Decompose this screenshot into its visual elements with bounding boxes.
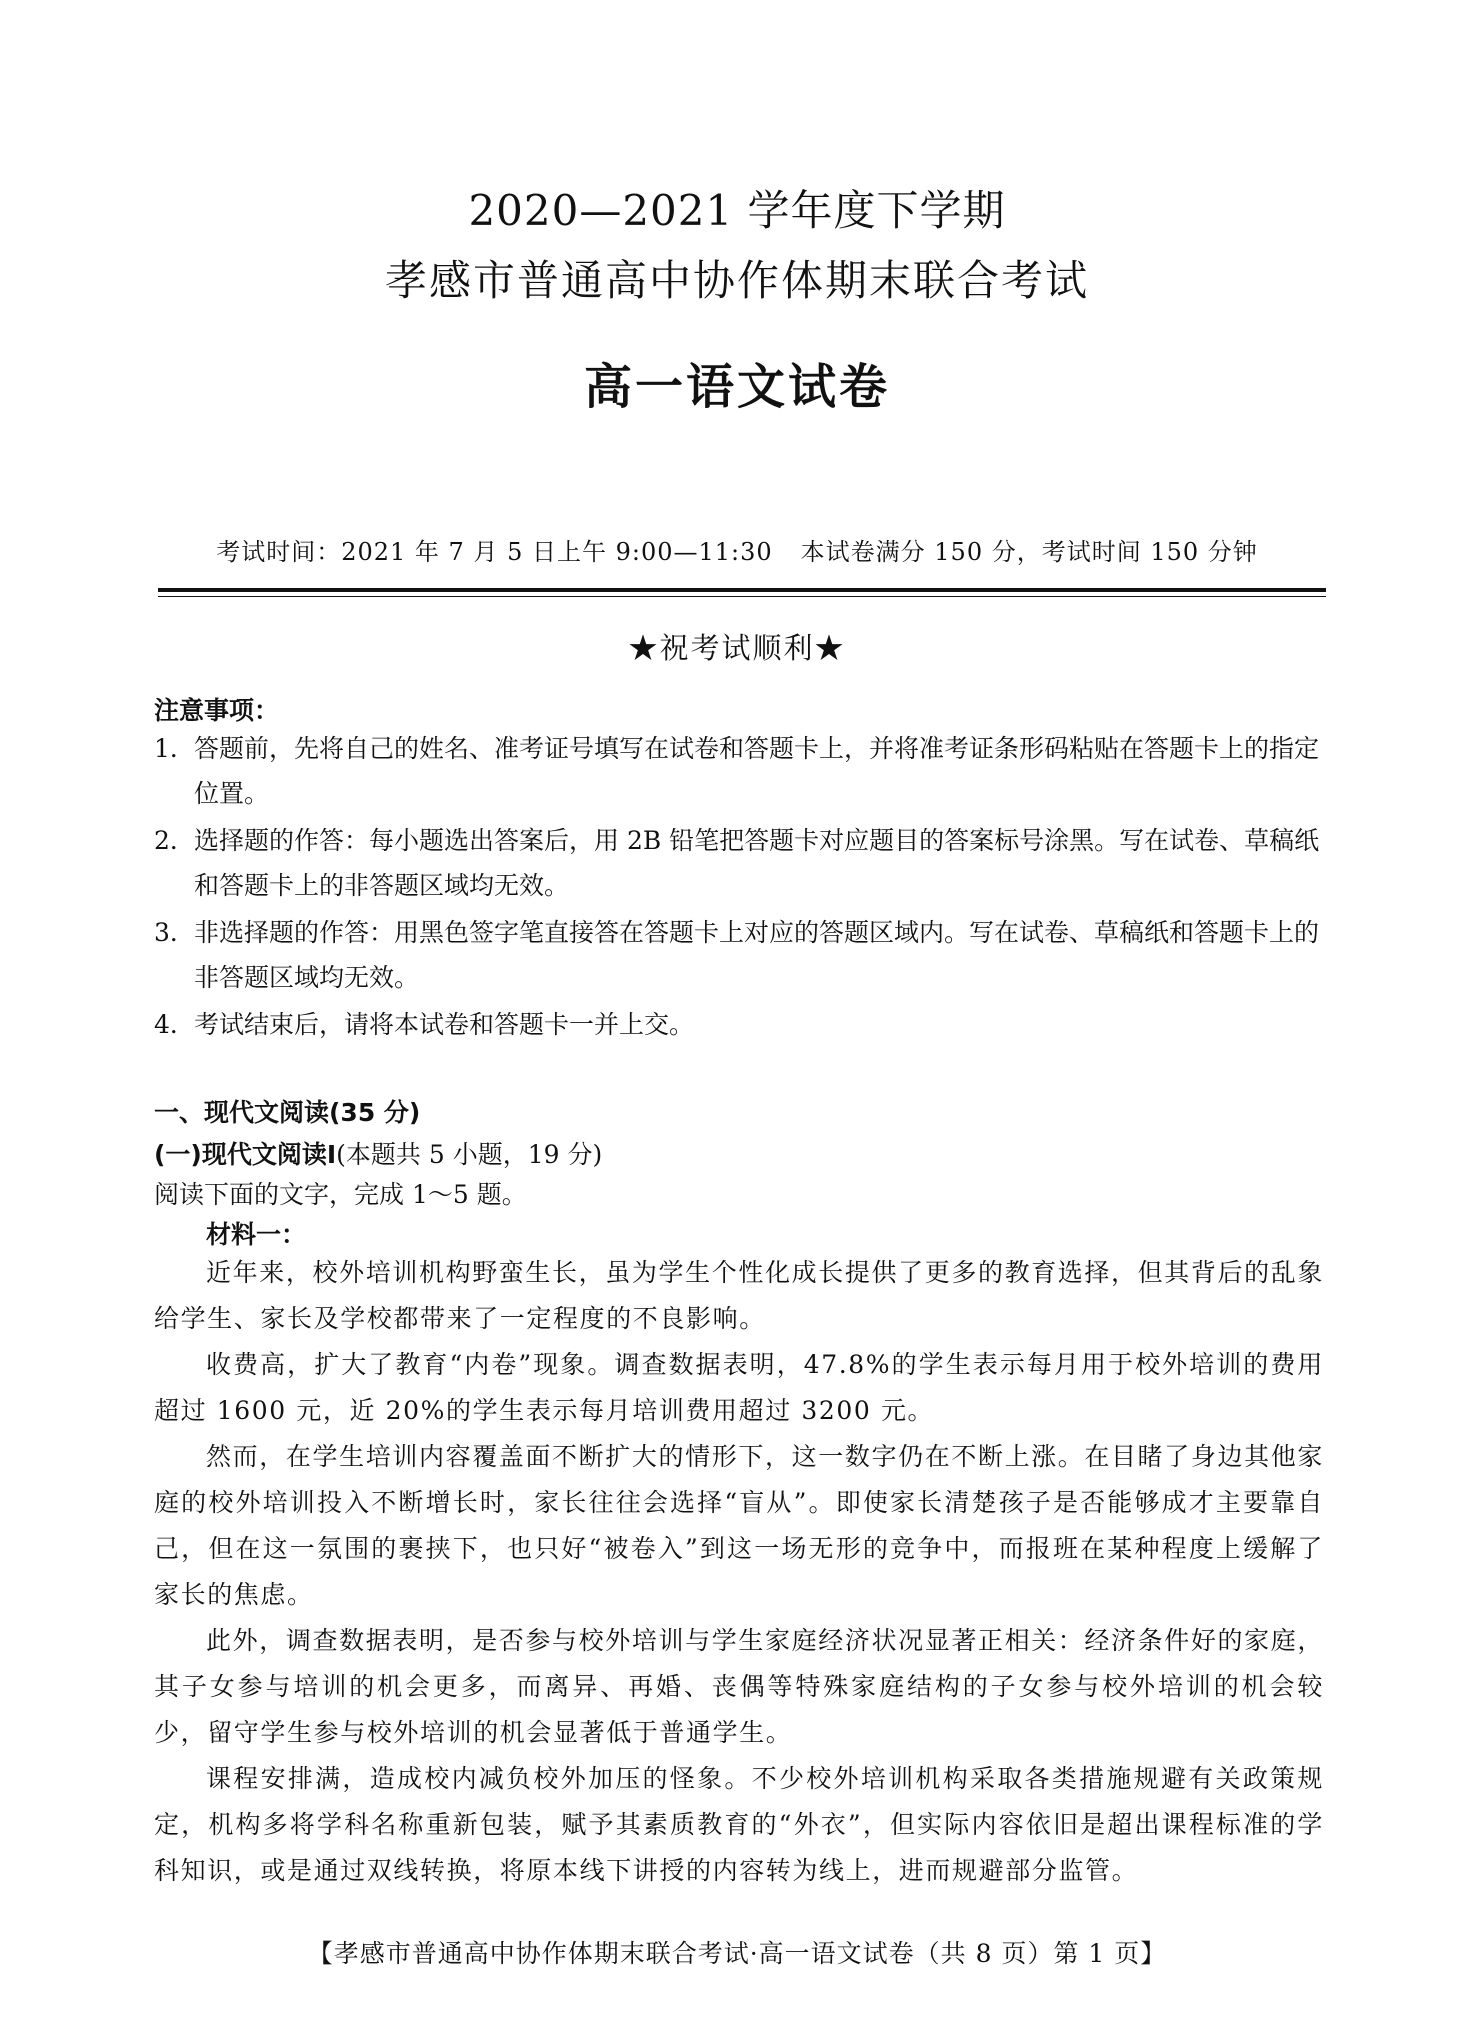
header-divider-thick (158, 588, 1326, 592)
notice-item-text: 考试结束后，请将本试卷和答题卡一并上交。 (194, 1010, 695, 1039)
exam-score-duration: 本试卷满分 150 分，考试时间 150 分钟 (800, 538, 1258, 566)
page-footer: 【孝感市普通高中协作体期末联合考试·高一语文试卷（共 8 页）第 1 页】 (307, 1939, 1167, 1968)
exam-info (0, 532, 1474, 567)
material-paragraph: 此外，调查数据表明，是否参与校外培训与学生家庭经济状况显著正相关：经济条件好的家庭，其子女参与培训的机会更多，而离异、再婚、丧偶等特殊家庭结构的子女参与校外培训的机会较少，留守学生参与校外培训的机会显著低于普通学生。 (154, 1626, 1324, 1747)
notice-item (154, 726, 1324, 816)
notice-item (154, 910, 1324, 1000)
header-divider-thin (158, 596, 1326, 597)
material-paragraph: 近年来，校外培训机构野蛮生长，虽为学生个性化成长提供了更多的教育选择，但其背后的乱象给学生、家长及学校都带来了一定程度的不良影响。 (154, 1258, 1324, 1333)
notice-item-text: 答题前，先将自己的姓名、准考证号填写在试卷和答题卡上，并将准考证条形码粘贴在答题卡上的指定位置。 (194, 734, 1320, 808)
material-paragraph: 收费高，扩大了教育“内卷”现象。调查数据表明，47.8%的学生表示每月用于校外培训的费用超过 1600 元，近 20%的学生表示每月培训费用超过 3200 元。 (154, 1350, 1324, 1425)
exam-time: 考试时间：2021 年 7 月 5 日上午 9:00—11:30 (216, 538, 773, 566)
exam-name-title: 孝感市普通高中协作体期末联合考试 (384, 256, 1089, 305)
notice-item-number: 3． (154, 918, 195, 947)
notice-item (154, 818, 1324, 908)
notice-item-number: 2． (154, 826, 195, 855)
notice-item-text: 非选择题的作答：用黑色签字笔直接答在答题卡上对应的答题区域内。写在试卷、草稿纸和答题卡上的非答题区域均无效。 (194, 918, 1320, 992)
notice-item (154, 1002, 1324, 1047)
paper-title: 高一语文试卷 (583, 359, 890, 415)
good-luck-banner: ★祝考试顺利★ (628, 631, 846, 665)
material-label: 材料一： (206, 1220, 307, 1249)
subsection-title: (一)现代文阅读Ⅰ (154, 1140, 337, 1169)
reading-instruction: 阅读下面的文字，完成 1～5 题。 (154, 1180, 527, 1209)
notice-item-number: 1． (154, 734, 195, 763)
notice-item-text: 选择题的作答：每小题选出答案后，用 2B 铅笔把答题卡对应题目的答案标号涂黑。写在试卷、草稿纸和答题卡上的非答题区域均无效。 (194, 826, 1320, 900)
exam-term-title: 2020—2021 学年度下学期 (468, 186, 1006, 235)
subsection-score: (本题共 5 小题，19 分) (336, 1140, 603, 1169)
section-heading: 一、现代文阅读(35 分) (154, 1098, 421, 1127)
notice-heading: 注意事项： (154, 696, 280, 725)
notice-item-number: 4． (154, 1010, 195, 1039)
material-paragraph: 然而，在学生培训内容覆盖面不断扩大的情形下，这一数字仍在不断上涨。在目睹了身边其他家庭的校外培训投入不断增长时，家长往往会选择“盲从”。即使家长清楚孩子是否能够成才主要靠自己，但在这一氛围的裹挟下，也只好“被卷入”到这一场无形的竞争中，而报班在某种程度上缓解了家长的焦虑。 (154, 1442, 1324, 1609)
material-paragraph: 课程安排满，造成校内减负校外加压的怪象。不少校外培训机构采取各类措施规避有关政策规定，机构多将学科名称重新包装，赋予其素质教育的“外衣”，但实际内容依旧是超出课程标准的学科知识，或是通过双线转换，将原本线下讲授的内容转为线上，进而规避部分监管。 (154, 1764, 1324, 1885)
